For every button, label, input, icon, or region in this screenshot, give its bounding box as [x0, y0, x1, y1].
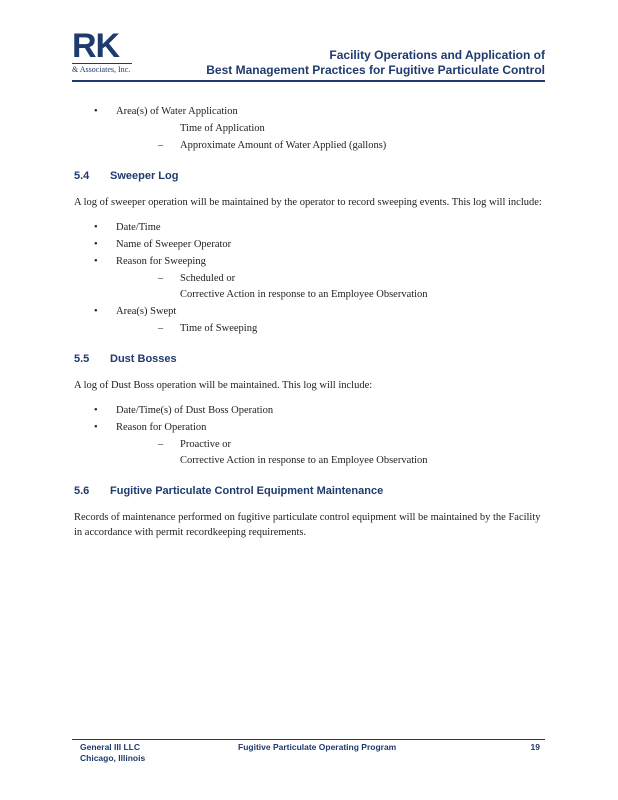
list-item-text: Date/Time(s) of Dust Boss Operation [116, 405, 274, 416]
sub-item [116, 321, 544, 336]
list-item-text: Name of Sweeper Operator [116, 239, 232, 250]
list-item [74, 254, 544, 302]
section-title: Dust Bosses [110, 353, 177, 365]
title-line-2: Best Management Practices for Fugitive Particulate Control [206, 63, 545, 77]
section-paragraph: Records of maintenance performed on fugitive particulate control equipment will be maintained by the Facility in accordance with permit recordkeeping requirements. [74, 512, 541, 538]
dash-marker: – [158, 273, 164, 284]
list-item [74, 420, 544, 468]
list-item [74, 403, 544, 418]
list-item [74, 304, 544, 336]
section-heading [74, 169, 544, 183]
section-paragraph: A log of sweeper operation will be maintained by the operator to record sweeping events. This log will include: [74, 197, 542, 208]
logo-mark: RK [72, 27, 120, 65]
page-body [74, 104, 544, 550]
header-divider [72, 80, 545, 82]
page-number: 19 [530, 742, 540, 752]
dash-marker: – [158, 140, 164, 151]
section-title: Sweeper Log [110, 170, 179, 182]
footer-company-block [80, 742, 145, 764]
sub-item [116, 437, 544, 452]
section-paragraph: A log of Dust Boss operation will be maintained. This log will include: [74, 380, 373, 391]
sub-item-text: Proactive or [180, 439, 232, 450]
list-item-text: Date/Time [116, 222, 161, 233]
sub-item [116, 138, 544, 153]
sub-item-text: Time of Sweeping [180, 323, 258, 334]
sub-item [116, 271, 544, 286]
document-title [206, 48, 545, 78]
sweeper-log-list [74, 220, 544, 336]
sub-item-continuation: Corrective Action in response to an Employee Observation [180, 289, 428, 300]
list-item-text: Reason for Operation [116, 422, 207, 433]
list-item-text: Area(s) Swept [116, 306, 177, 317]
title-line-1: Facility Operations and Application of [329, 48, 545, 62]
sub-item [116, 121, 544, 136]
section-number: 5.4 [74, 170, 90, 182]
list-item-text: Reason for Sweeping [116, 256, 206, 267]
footer-divider [72, 739, 545, 740]
dash-marker: – [158, 323, 164, 334]
footer-location: Chicago, Illinois [80, 753, 146, 763]
list-item [74, 104, 544, 153]
footer-company: General III LLC [80, 742, 140, 752]
list-item [74, 237, 544, 252]
sub-item-continuation: Corrective Action in response to an Employee Observation [180, 455, 428, 466]
section-number: 5.6 [74, 485, 90, 497]
section-title: Fugitive Particulate Control Equipment Maintenance [110, 485, 384, 497]
section-heading [74, 484, 544, 498]
dash-marker: – [158, 439, 164, 450]
section-heading [74, 352, 544, 366]
dust-boss-list [74, 403, 544, 468]
footer-program: Fugitive Particulate Operating Program [238, 742, 397, 752]
sub-item-text: Time of Application [180, 123, 265, 134]
intro-bullet-list [74, 104, 544, 153]
list-item [74, 220, 544, 235]
sub-item-text: Scheduled or [180, 273, 236, 284]
section-number: 5.5 [74, 353, 90, 365]
logo-subtitle: & Associates, Inc. [72, 65, 131, 74]
sub-item-text: Approximate Amount of Water Applied (gallons) [180, 140, 387, 151]
list-item-text: Area(s) of Water Application [116, 106, 238, 117]
company-logo [72, 27, 132, 74]
